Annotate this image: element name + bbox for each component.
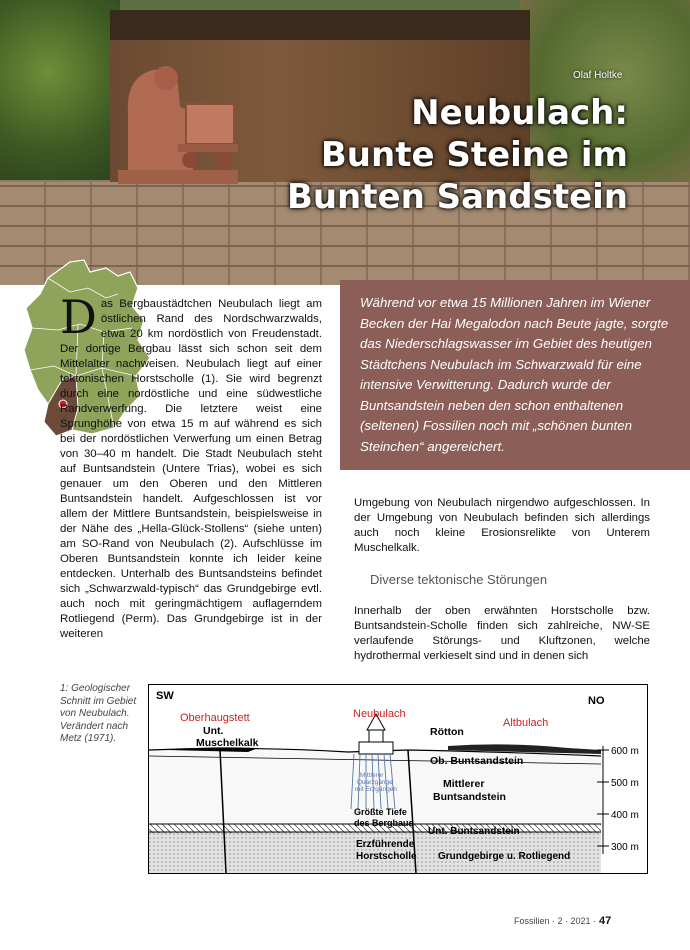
title-line-3: Bunten Sandstein	[286, 177, 628, 217]
body-text-1: as Bergbaustädtchen Neubulach liegt am östlichen Rand des Nordschwarzwalds, etwa 20 km nordöstlich von Freudenstadt. Der dortige Bergbau lässt sich schon seit dem Mittelalter nachweisen. Neubulach liegt auf einer tektonischen Horstscholle (1). Sie wird begrenzt durch eine nordöstliche und eine südwestliche Randverwerfung. Die letztere weist eine Sprunghöhe von etwa 15 m auf während es sich bei der nordöstlichen Verwerfung um einen Betrag von 30–40 m handelt. Die Stadt Neubulach steht auf Buntsandstein (Untere Trias), wobei es sich genauer um den Oberen und den Mittleren Buntsandstein handelt. Aufgeschlossen ist vor allem der Mittlere Buntsandstein, beispielsweise in der Nähe des „Hella-Glück-Stollens“ (siehe unten) am SO-Rand von Neubulach (2). Aufschlüsse im Oberen Buntsandstein konnte ich leider keine entdecken. Unterhalb des Buntsandsteins befindet sich „Schwarzwald-typisch“ das Grundgebirge evtl. auch noch mit geringmächtigem auflagerndem Rotliegend (Perm). Das Grundgebirge ist in der weiteren	[60, 298, 322, 640]
label-quarz-1: Mittlerer	[360, 772, 384, 779]
lead-box: Während vor etwa 15 Millionen Jahren im Wiener Becken der Hai Megalodon nach Beute jagte, sorgte das Niederschlagswasser im Gebiet des heutigen Städtchens Neubulach im Schwarzwald für eine intensive Verwitterung. Dadurch wurde der Buntsandstein neben den schon enthaltenen (seltenen) Fossilien noch mit „schönen bunten Steinchen“ angereichert.	[340, 280, 690, 470]
label-erz-2: Horstscholle	[356, 851, 417, 862]
section-heading: Diverse tektonische Störungen	[370, 572, 548, 587]
label-ob-buntsandstein: Ob. Buntsandstein	[430, 755, 524, 767]
label-mittlerer-2: Buntsandstein	[433, 791, 506, 803]
label-mittlerer-1: Mittlerer	[443, 778, 485, 790]
label-unt-muschelkalk-2: Muschelkalk	[196, 737, 259, 749]
page-title	[228, 92, 628, 218]
label-unt-muschelkalk-1: Unt.	[203, 725, 224, 737]
title-line-1: Neubulach:	[411, 93, 628, 133]
body-column-2: Umgebung von Neubulach nirgendwo aufgeschlossen. In der Umgebung von Neubulach befinden sich allerdings auch noch kleine Erosionsrelikte von Unterem Muschelkalk.	[354, 497, 650, 554]
label-neubulach: Neubulach	[353, 708, 406, 720]
altitude-400: 400 m	[611, 810, 639, 821]
hero-photo	[0, 0, 690, 285]
body-column-3: Innerhalb der oben erwähnten Horstscholle bzw. Buntsandstein-Scholle finden sich zahlreiche, NW-SE verlaufende Störungs- und Kluftzonen, welche hydrothermal verkieselt sind und in denen sich	[354, 605, 650, 662]
altitude-600: 600 m	[611, 746, 639, 757]
miner-statue	[98, 52, 238, 184]
journal-name: Fossilien · 2 · 2021 ·	[514, 916, 597, 926]
label-tiefe-2: des Bergbaus	[354, 818, 414, 828]
label-oberhaugstett: Oberhaugstett	[180, 712, 250, 724]
label-grundgebirge: Grundgebirge u. Rotliegend	[438, 851, 571, 862]
geological-cross-section	[148, 684, 648, 874]
altitude-300: 300 m	[611, 842, 639, 853]
label-tiefe-1: Größte Tiefe	[354, 807, 407, 817]
label-quarz-2: Quarzgänge	[357, 779, 393, 786]
page-footer	[514, 915, 611, 927]
label-quarz-3: mit Erzgängen	[355, 786, 397, 793]
label-unt-buntsandstein: Unt. Buntsandstein	[428, 826, 520, 837]
figure-caption: 1: Geologischer Schnitt im Gebiet von Neubulach. Verändert nach Metz (1971).	[60, 683, 137, 744]
drop-cap: D	[60, 290, 97, 344]
label-sw: SW	[156, 690, 174, 702]
page-number: 47	[599, 915, 612, 927]
altitude-500: 500 m	[611, 778, 639, 789]
body-column-1	[60, 290, 322, 642]
label-erz-1: Erzführende	[356, 839, 415, 850]
label-altbulach: Altbulach	[503, 717, 549, 729]
author: Olaf Holtke	[573, 70, 623, 81]
title-line-2: Bunte Steine im	[320, 135, 628, 175]
label-no: NO	[588, 695, 605, 707]
label-roetton: Rötton	[430, 726, 464, 738]
